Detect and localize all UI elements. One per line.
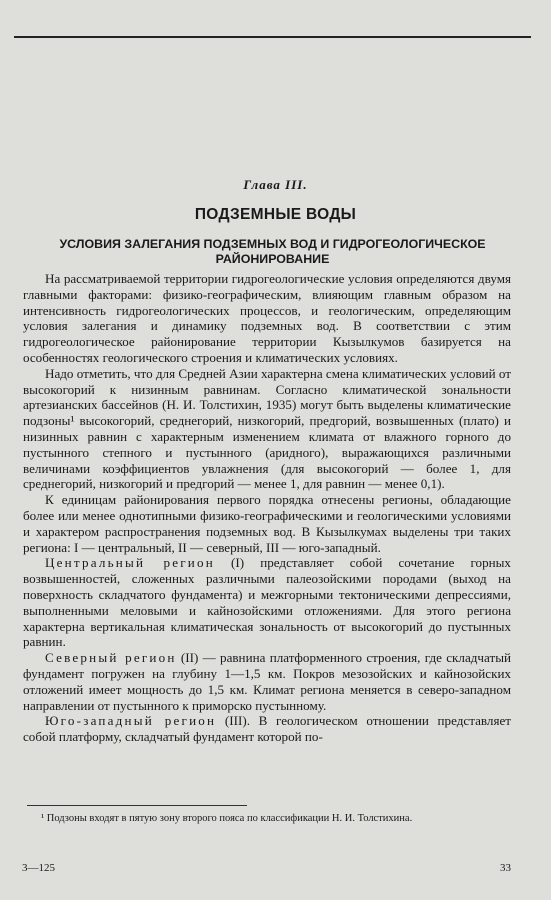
footnote: ¹ Подзоны входят в пятую зону второго пояса по классификации Н. И. Толстихина. [41, 813, 413, 824]
chapter-heading: Глава III. [243, 177, 308, 192]
page-number: 33 [500, 862, 511, 874]
section-subtitle: УСЛОВИЯ ЗАЛЕГАНИЯ ПОДЗЕМНЫХ ВОД И ГИДРОГЕОЛОГИЧЕСКОЕ РАЙОНИРОВАНИЕ [59, 237, 486, 266]
top-rule [14, 36, 531, 38]
body-text [23, 271, 511, 745]
paragraph-text: К единицам районирования первого порядка отнесены регионы, обладающие более или менее однотипными физико-географическими и геологическими условиями и характером распространения подземных вод. В Кызылкумах выделены три таких региона: I — центральный, II — северный, III — юго-западный. [23, 492, 511, 555]
paragraph-1 [23, 271, 511, 366]
paragraph-4 [23, 555, 511, 650]
paragraph-text: (I) представляет собой сочетание горных возвышенностей, сложенных различными палеозойскими породами (выход на поверхность складчатого фундамента) и межгорными тектоническими депрессиями, выполненными меловыми и кайнозойскими отложениями. Для этого региона характерна вертикальная климатическая зональность от высокогорий до пустынных равнин. [23, 555, 511, 650]
paragraph-lead: Северный регион [45, 650, 177, 666]
paragraph-text: На рассматриваемой территории гидрогеологические условия определяются двумя главными факторами: физико-географическим, влияющим главным образом на интенсивность гидрогеологических процессов, и геологическим, определяющим условия залегания и динамику подземных вод. В соответствии с этим гидрогеологическое районирование территории Кызылкумов базируется на особенностях геологического строения и климатических условиях. [23, 271, 511, 365]
paragraph-text: (III). В геологическом отношении представляет собой платформу, складчатый фундамент которой по- [23, 713, 511, 745]
paragraph-6 [23, 713, 511, 745]
signature-mark: 3—125 [22, 862, 55, 874]
footnote-rule [27, 805, 247, 806]
section-title: ПОДЗЕМНЫЕ ВОДЫ [194, 206, 357, 223]
paragraph-lead: Центральный регион [45, 555, 215, 571]
paragraph-text: (II) — равнина платформенного строения, где складчатый фундамент погружен на глубину 1—1,5 км. Покров мезозойских и кайнозойских отложений имеет мощность до 1,5 км. Климат региона меняется в северо-западном направлении от пустынного к приморско пустынному. [23, 650, 511, 713]
paragraph-3 [23, 492, 511, 555]
paragraph-text: Надо отметить, что для Средней Азии характерна смена климатических условий от высокогорий к низинным равнинам. Согласно климатической зональности артезианских бассейнов (Н. И. Толстихин, 1935) могут быть выделены климатические подзоны¹ высокогорий, среднегорий, низкогорий, предгорий, возвышенных (плато) и низинных равнин с характерным изменением климата от влажного горного до пустынного степного и пустынного (аридного), выражающихся различными величинами коэффициентов увлажнения (для высокогорий — более 1, для среднегорий, низкогорий и предгорий — менее 1, для равнин — менее 0,1). [23, 365, 511, 492]
paragraph-2 [23, 366, 511, 492]
paragraph-lead: Юго-западный регион [45, 713, 217, 729]
paragraph-5 [23, 650, 511, 713]
